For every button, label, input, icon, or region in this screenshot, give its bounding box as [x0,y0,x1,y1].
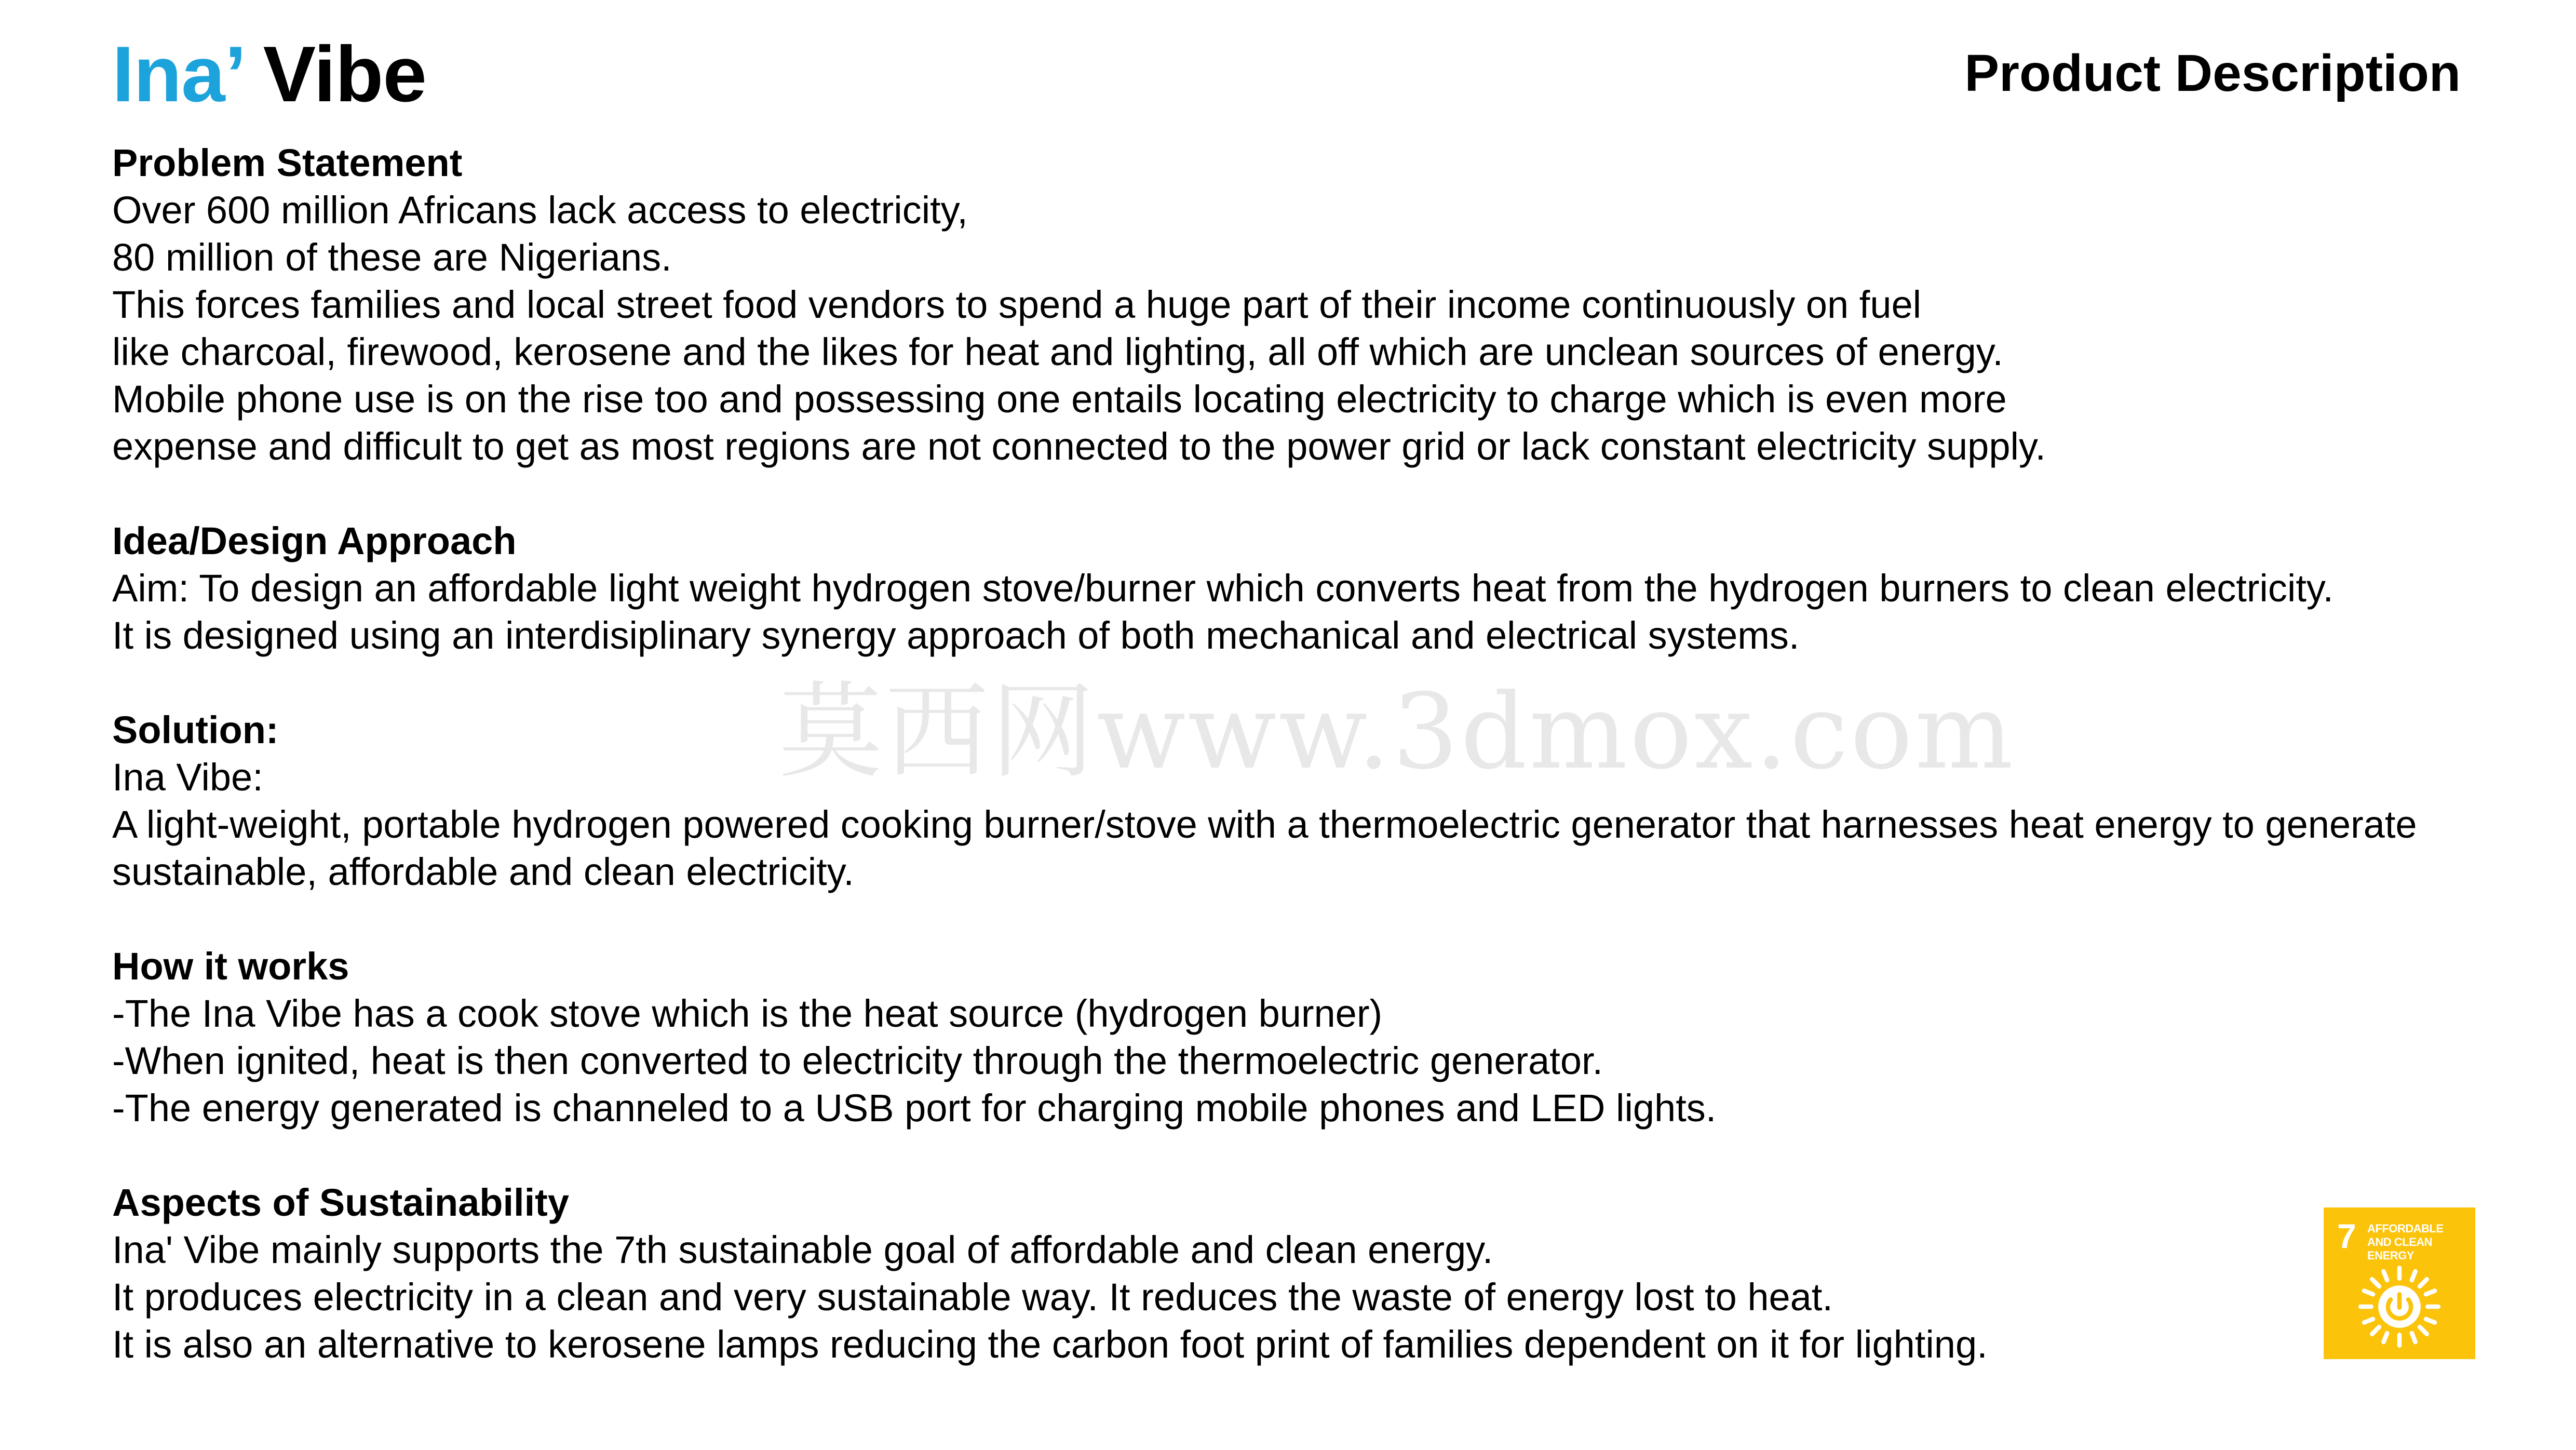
paragraph-line: Ina' Vibe mainly supports the 7th sustainable goal of affordable and clean energy. [112,1228,1493,1271]
paragraph-line: -The energy generated is channeled to a USB port for charging mobile phones and LED lights. [112,1086,1717,1130]
paragraph-line: It is also an alternative to kerosene lamps reducing the carbon foot print of families dependent on it for lighting. [112,1323,1988,1366]
sdg-badge-label: AFFORDABLE AND CLEAN ENERGY [2367,1222,2444,1262]
section-problem-statement [112,139,2480,470]
section-heading: How it works [112,945,349,988]
paragraph-line: This forces families and local street food vendors to spend a huge part of their income continuously on fuel [112,283,1922,326]
sdg-7-badge [2324,1207,2475,1359]
paragraph-line: Aim: To design an affordable light weight hydrogen stove/burner which converts heat from the hydrogen burners to clean electricity. [112,567,2334,610]
section-aspects-of-sustainability [112,1179,2480,1368]
document-body [112,139,2480,1415]
paragraph-line: like charcoal, firewood, kerosene and the likes for heat and lighting, all off which are unclean sources of energy. [112,330,2003,373]
section-heading: Aspects of Sustainability [112,1181,569,1224]
section-heading: Problem Statement [112,141,463,184]
brand-title [112,25,426,124]
document-title: Product Description [1964,44,2461,102]
paragraph-line: A light-weight, portable hydrogen powered cooking burner/stove with a thermoelectric generator that harnesses heat energy to generate [112,803,2417,846]
section-idea-design-approach [112,517,2480,659]
section-how-it-works [112,943,2480,1132]
section-heading: Idea/Design Approach [112,519,517,562]
section-heading: Solution: [112,708,279,751]
paragraph-line: sustainable, affordable and clean electricity. [112,850,854,893]
paragraph-line: It is designed using an interdisiplinary synergy approach of both mechanical and electrical systems. [112,614,1800,657]
brand-title-vibe: Vibe [263,30,426,118]
paragraph-line: It produces electricity in a clean and very sustainable way. It reduces the waste of energy lost to heat. [112,1276,1833,1319]
paragraph-line: Ina Vibe: [112,756,263,799]
sdg-badge-number: 7 [2337,1217,2356,1255]
paragraph-line: expense and difficult to get as most regions are not connected to the power grid or lack constant electricity supply. [112,425,2046,468]
brand-title-ina: Ina’ [112,30,242,118]
paragraph-line: -When ignited, heat is then converted to electricity through the thermoelectric generator. [112,1039,1603,1082]
power-sun-icon [2355,1263,2444,1351]
watermark: 莫西网www.3dmox.com [779,672,2016,793]
paragraph-line: Over 600 million Africans lack access to electricity, [112,189,968,232]
paragraph-line: -The Ina Vibe has a cook stove which is the heat source (hydrogen burner) [112,992,1383,1035]
paragraph-line: 80 million of these are Nigerians. [112,236,672,279]
paragraph-line: Mobile phone use is on the rise too and possessing one entails locating electricity to charge which is even more [112,378,2007,421]
section-solution [112,706,2480,895]
